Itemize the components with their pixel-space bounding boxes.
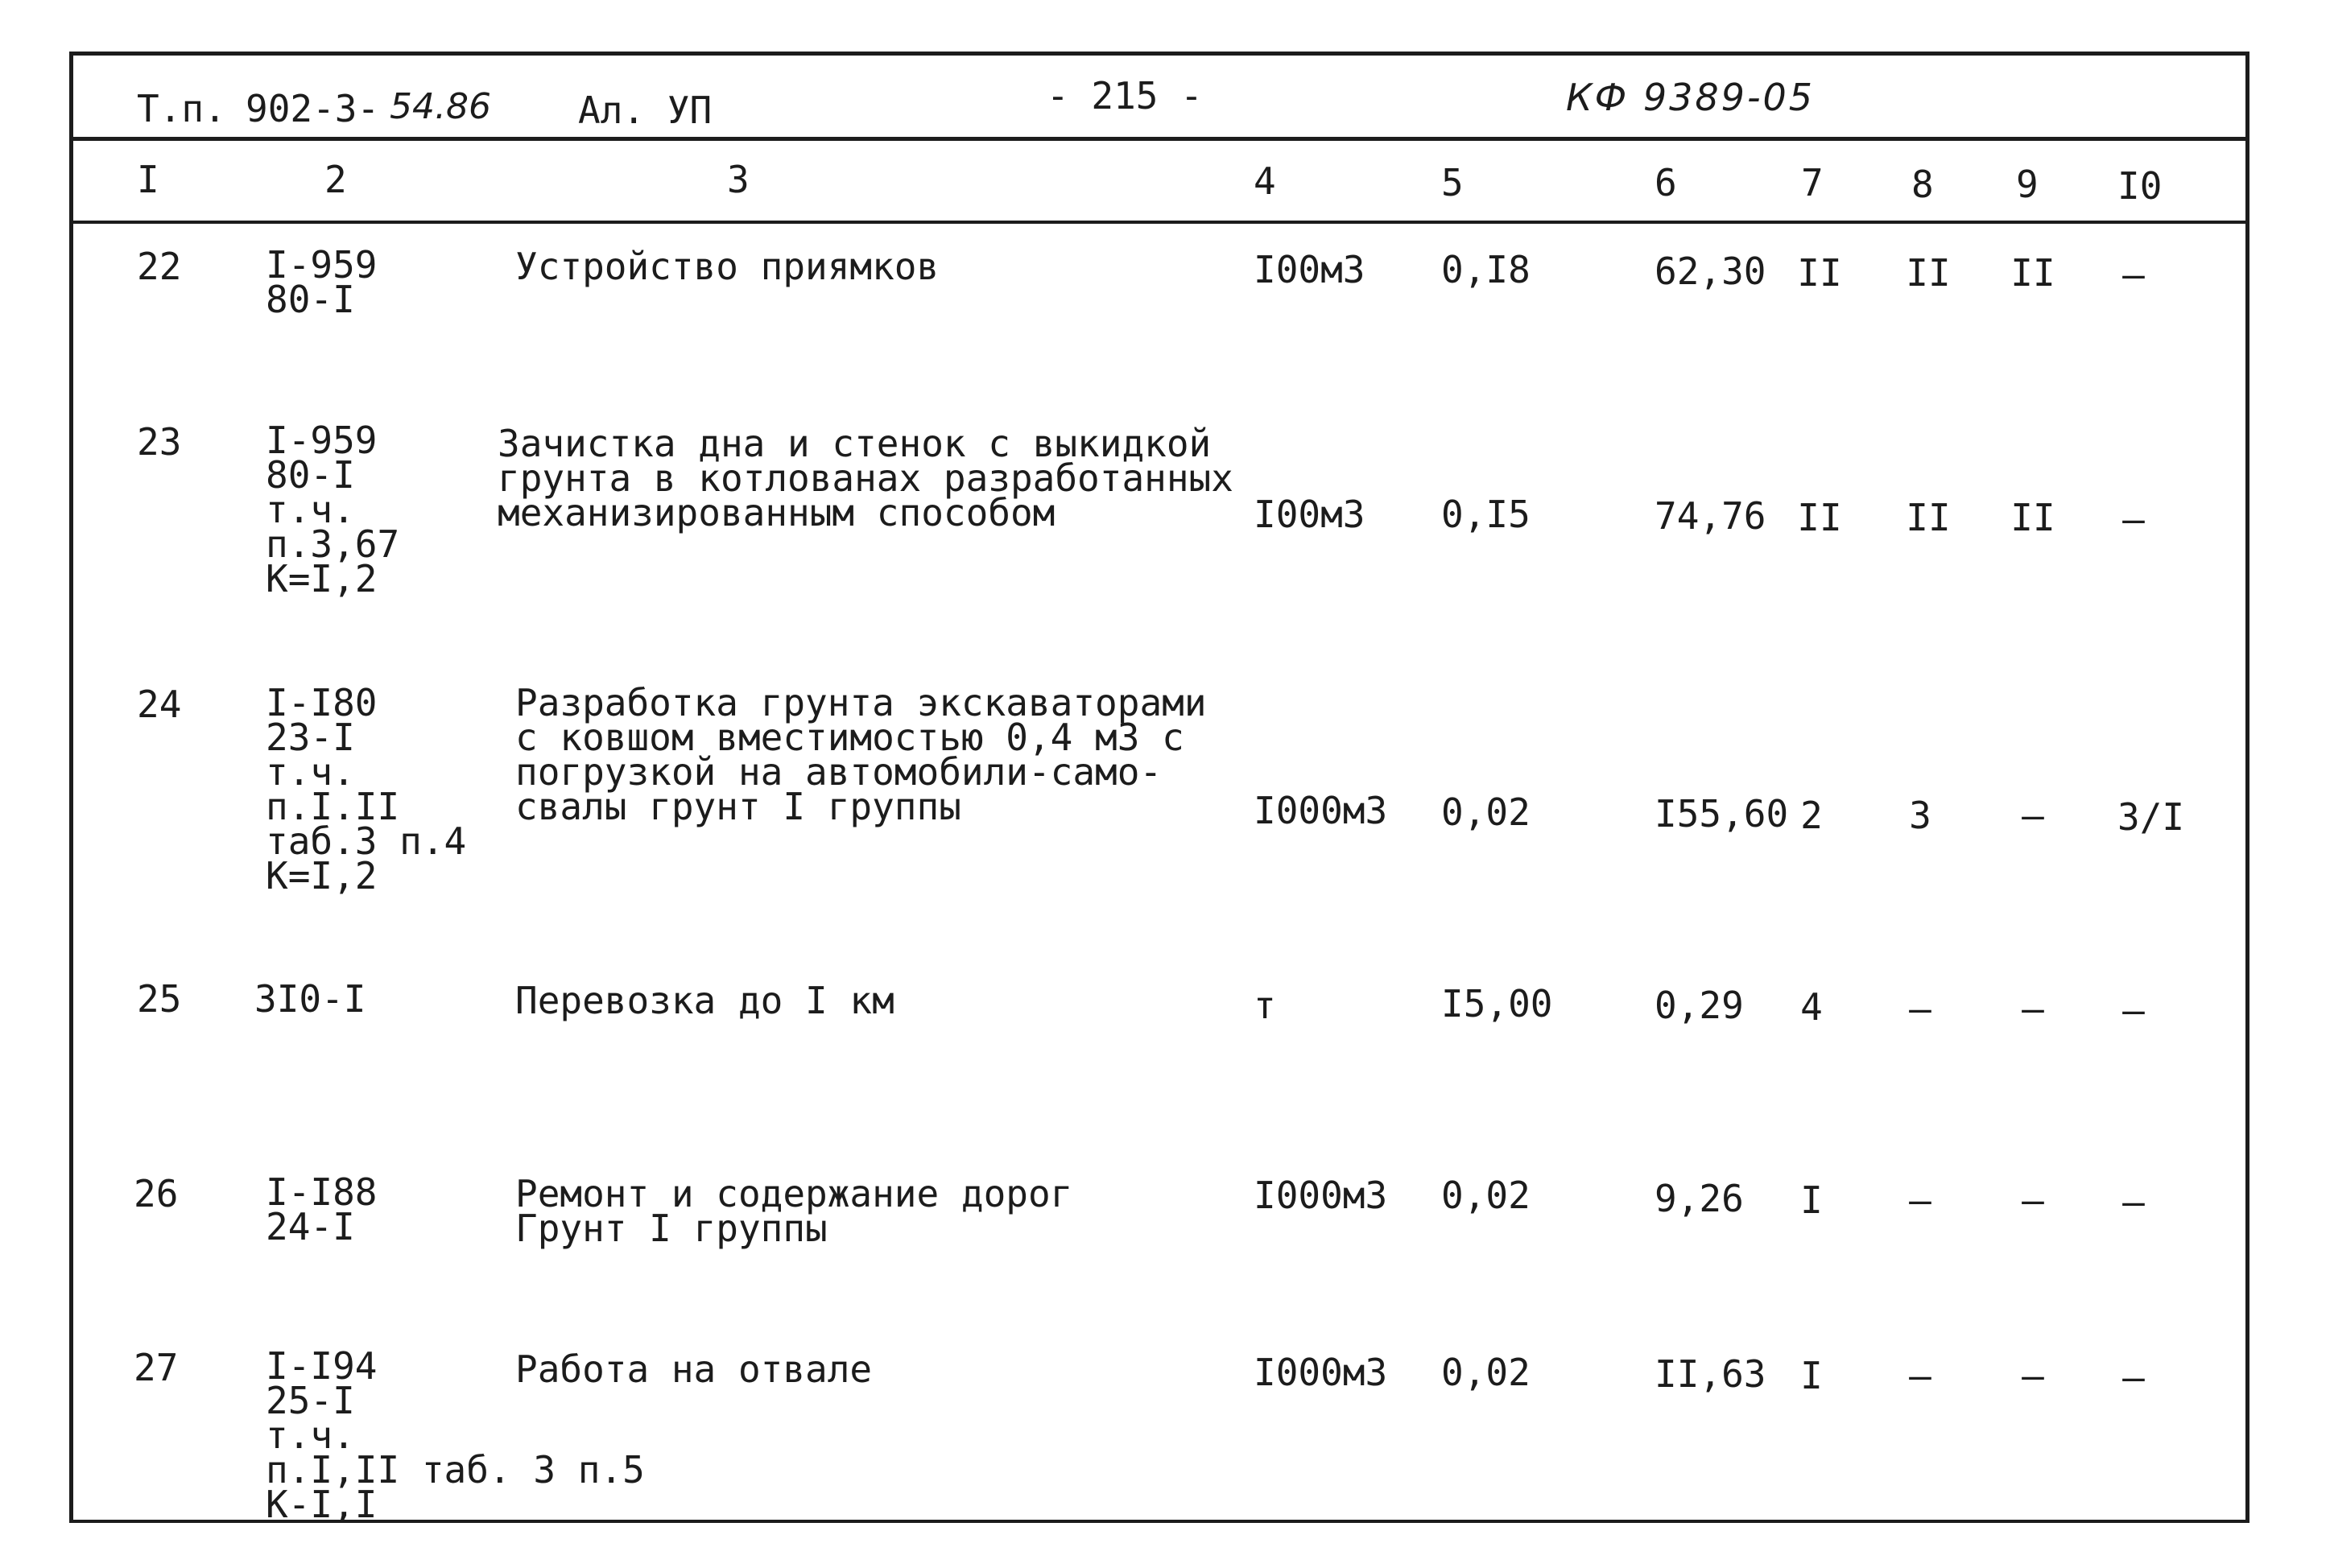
project-code: 902-3- — [246, 87, 380, 130]
row-number: 26 — [134, 1172, 179, 1215]
row-number: 22 — [137, 245, 182, 288]
row-number: 24 — [137, 683, 182, 726]
col7-value: 2 — [1800, 794, 1823, 837]
row-number: 23 — [137, 420, 182, 464]
work-description: Ремонт и содержание дорог Грунт I группы — [515, 1172, 1073, 1250]
quantity: I5,00 — [1441, 982, 1553, 1025]
norm-code: 3I0-I — [254, 977, 366, 1021]
work-description: Разработка грунта экскаваторами с ковшом вместимостью 0,4 м3 с погрузкой на автомобили-само- свалы грунт I группы — [515, 681, 1207, 828]
col10-value: – — [2122, 1355, 2145, 1399]
col7-value: II — [1797, 251, 1842, 295]
col8-value: – — [1909, 987, 1931, 1030]
col10-value: 3/I — [2117, 795, 2185, 839]
unit: I000м3 — [1254, 1174, 1388, 1217]
col8-value: – — [1909, 1178, 1931, 1222]
unit: I00м3 — [1254, 248, 1365, 291]
document-stamp: КФ 9389-05 — [1566, 76, 1816, 119]
quantity: 0,I5 — [1441, 493, 1531, 536]
norm-code: I-I80 23-I т.ч. п.I.II таб.3 п.4 К=I,2 — [266, 681, 467, 897]
column-header-3: 3 — [727, 158, 750, 201]
header-rule — [69, 137, 2249, 141]
price: 74,76 — [1655, 494, 1766, 538]
price: I55,60 — [1655, 792, 1789, 836]
project-suffix: 54.86 — [390, 86, 491, 127]
price: II,63 — [1655, 1352, 1766, 1396]
column-header-rule — [69, 221, 2249, 224]
col9-value: – — [2022, 987, 2044, 1030]
col9-value: – — [2022, 1354, 2044, 1397]
quantity: 0,I8 — [1441, 248, 1531, 291]
col10-value: – — [2122, 253, 2145, 296]
col9-value: II — [2010, 496, 2055, 539]
col9-value: II — [2010, 251, 2055, 295]
work-description: Устройство приямков — [515, 245, 940, 288]
col7-value: I — [1800, 1178, 1823, 1222]
norm-code: I-I94 25-I т.ч. п.I,II таб. 3 п.5 К-I,I — [266, 1344, 645, 1526]
col7-value: 4 — [1800, 985, 1823, 1029]
row-number: 25 — [137, 977, 182, 1021]
row-number: 27 — [134, 1346, 179, 1389]
column-header-4: 4 — [1254, 159, 1276, 203]
page-number: - 215 - — [1047, 74, 1203, 118]
column-header-5: 5 — [1441, 161, 1464, 204]
album-label: Ал. УП — [578, 89, 713, 132]
col8-value: II — [1906, 496, 1951, 539]
unit: I00м3 — [1254, 493, 1365, 536]
column-header-6: 6 — [1655, 161, 1677, 204]
work-description: Зачистка дна и стенок с выкидкой грунта в котлованах разработанных механизированным способом — [498, 422, 1233, 534]
norm-code: I-959 80-I — [266, 243, 378, 321]
price: 9,26 — [1655, 1177, 1744, 1220]
price: 0,29 — [1655, 984, 1744, 1027]
norm-code: I-I88 24-I — [266, 1170, 378, 1248]
quantity: 0,02 — [1441, 1351, 1531, 1394]
col8-value: – — [1909, 1354, 1931, 1397]
column-header-1: I — [137, 158, 159, 201]
col9-value: – — [2022, 1178, 2044, 1222]
col10-value: – — [2122, 1180, 2145, 1223]
unit: т — [1254, 984, 1276, 1027]
column-header-2: 2 — [324, 158, 347, 201]
norm-code: I-959 80-I т.ч. п.3,67 К=I,2 — [266, 419, 400, 600]
col8-value: 3 — [1909, 794, 1931, 837]
work-description: Перевозка до I км — [515, 979, 894, 1022]
column-header-9: 9 — [2016, 163, 2039, 206]
col8-value: II — [1906, 251, 1951, 295]
col7-value: I — [1800, 1354, 1823, 1397]
unit: I000м3 — [1254, 1351, 1388, 1394]
quantity: 0,02 — [1441, 1174, 1531, 1217]
work-description: Работа на отвале — [515, 1347, 873, 1391]
price: 62,30 — [1655, 250, 1766, 293]
quantity: 0,02 — [1441, 790, 1531, 834]
col10-value: – — [2122, 497, 2145, 541]
column-header-10: I0 — [2117, 164, 2163, 208]
col7-value: II — [1797, 496, 1842, 539]
tp-label: Т.п. — [137, 87, 226, 130]
column-header-8: 8 — [1911, 163, 1934, 206]
unit: I000м3 — [1254, 789, 1388, 832]
column-header-7: 7 — [1801, 161, 1824, 204]
col9-value: – — [2022, 794, 2044, 837]
col10-value: – — [2122, 988, 2145, 1032]
